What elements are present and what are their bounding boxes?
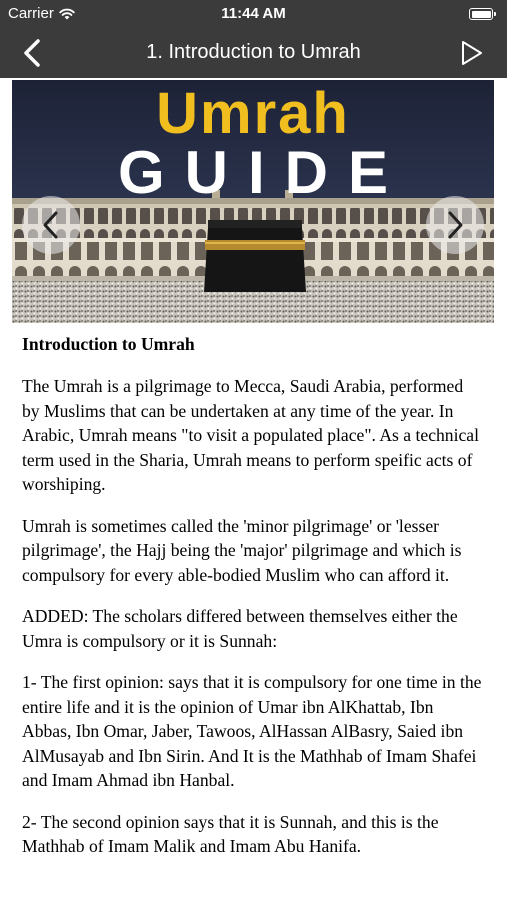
article-heading: Introduction to Umrah (22, 334, 195, 354)
carousel-next-button[interactable] (426, 196, 484, 254)
chevron-right-icon (444, 210, 466, 240)
banner-title-umrah: Umrah (156, 81, 350, 146)
carousel-previous-button[interactable] (22, 196, 80, 254)
banner-image (12, 80, 494, 323)
clock: 11:44 AM (221, 5, 286, 22)
article-paragraph: 2- The second opinion says that it is Sunnah, and this is the Mathhab of Imam Malik and Imam Abu Hanifa. (22, 811, 439, 856)
article-paragraph: ADDED: The scholars differed between themselves either the Umra is compulsory or it is Sunnah: (22, 606, 458, 651)
battery-icon (469, 8, 493, 20)
status-bar (0, 0, 507, 28)
back-chevron-icon[interactable] (18, 37, 48, 69)
article-paragraph: 1- The first opinion: says that it is compulsory for one time in the entire life and it is the opinion of Umar ibn AlKhattab, Ibn Abbas, Ibn Omar, Jaber, Tawoos, AlHassan AlBasry, Saied ibn AlMusayab and Ibn Sirin. And It is the Mathhab of Imam Shafei and Imam Ahmad ibn Hanbal. (22, 672, 482, 790)
chevron-left-icon (40, 210, 62, 240)
page-title: 1. Introduction to Umrah (146, 41, 361, 63)
play-icon[interactable] (459, 39, 485, 67)
article-content (22, 332, 484, 876)
article-paragraph: The Umrah is a pilgrimage to Mecca, Saudi Arabia, performed by Muslims that can be undertaken at any time of the year. In Arabic, Umrah means "to visit a populated place". As a technical term used in the Sharia, Umrah means to perform speific acts of worshiping. (22, 376, 479, 494)
navigation-bar (0, 28, 507, 78)
article-paragraph: Umrah is sometimes called the 'minor pilgrimage' or 'lesser pilgrimage', the Hajj being the 'major' pilgrimage and which is compulsory for every able-bodied Muslim who can afford it. (22, 515, 462, 585)
carrier-label: Carrier (8, 5, 54, 22)
banner-title-guide: GUIDE (117, 139, 409, 206)
